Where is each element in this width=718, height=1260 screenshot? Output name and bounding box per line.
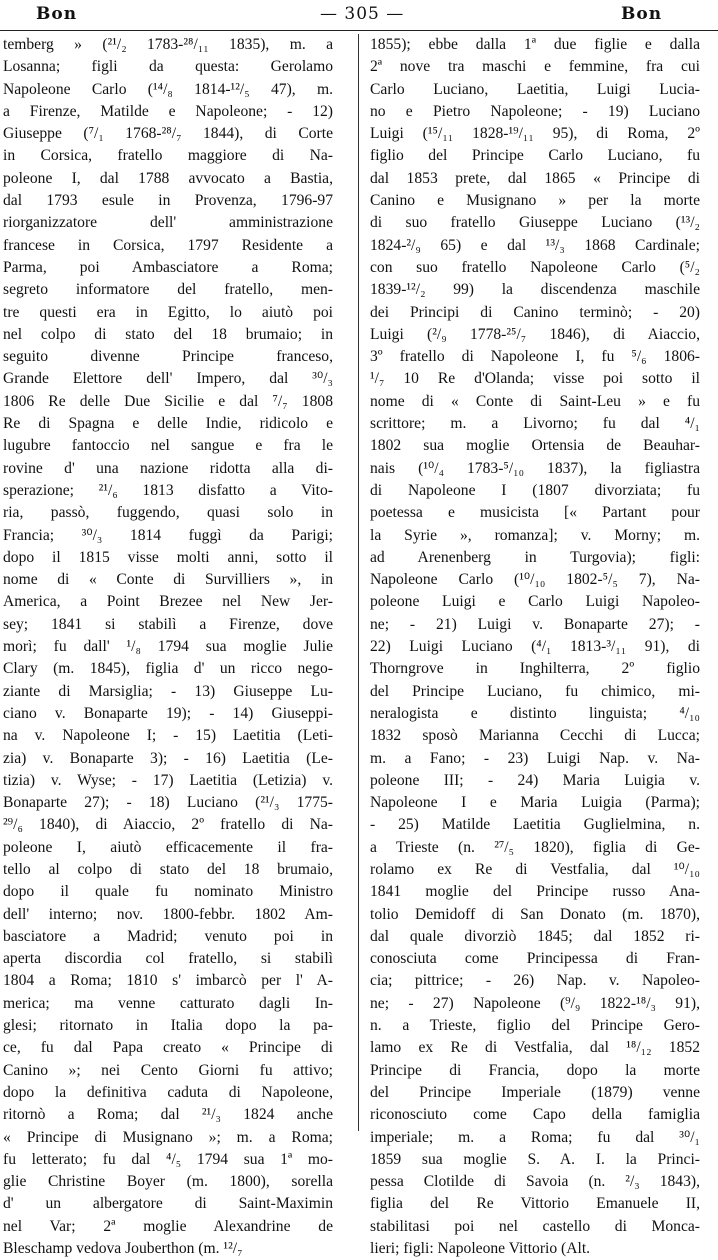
text-line: segreto informatore del fratello, men- <box>3 281 333 299</box>
text-line: Bleschamp vedova Jouberthon (m. ¹²/₇ <box>3 1240 243 1258</box>
text-line: tizia) v. Wyse; - 17) Laetitia (Letizia) v. <box>3 771 333 789</box>
text-line: ne; - 27) Napoleone (⁹/₉ 1822-¹⁸/₃ 91), <box>370 994 700 1012</box>
text-line: ria, passò, fuggendo, quasi solo in <box>3 504 333 522</box>
text-line: ce, fu dal Papa creato « Principe di <box>3 1039 333 1057</box>
text-line: 1859 sua moglie S. A. I. la Princi- <box>370 1150 700 1168</box>
text-line: figlio del Principe Carlo Luciano, fu <box>370 147 700 165</box>
text-line: ¹/₇ 10 Re d'Olanda; visse poi sotto il <box>370 370 700 388</box>
text-line: 1841 moglie del Principe russo Ana- <box>370 883 700 901</box>
text-line: sey; 1841 si stabilì a Firenze, dove <box>3 615 333 633</box>
text-line: Napoleone I e Maria Luigia (Parma); <box>370 794 700 812</box>
text-line: stabilitasi poi nel castello di Monca- <box>370 1217 700 1235</box>
text-line: neralogista e distinto linguista; ⁴/₁₀ <box>370 704 700 722</box>
text-line: 3º fratello di Napoleone I, fu ⁵/₆ 1806- <box>370 348 700 366</box>
text-line: « Principe di Musignano »; m. a Roma; <box>3 1128 333 1146</box>
text-line: dei Principi di Canino terminò; - 20) <box>370 303 700 321</box>
text-line: riconosciuto come Capo della famiglia <box>370 1106 700 1124</box>
text-line: 1824-²/₉ 65) e dal ¹³/₃ 1868 Cardinale; <box>370 236 700 254</box>
text-line: - 25) Matilde Laetitia Guglielmina, n. <box>370 816 700 834</box>
text-line: 1855); ebbe dalla 1ª due figlie e dalla <box>370 36 700 53</box>
text-line: Napoleone Carlo (¹⁴/₈ 1814-¹²/₅ 47), m. <box>3 80 333 98</box>
text-line: lamo ex Re di Vestfalia, dal ¹⁸/₁₂ 1852 <box>370 1039 700 1057</box>
text-line: Giuseppe (⁷/₁ 1768-²⁸/₇ 1844), di Corte <box>3 125 333 143</box>
text-line: dopo il 1815 visse molti anni, sotto il <box>3 548 333 566</box>
text-line: seguito divenne Principe franceso, <box>3 348 333 366</box>
text-line: francese in Corsica, 1797 Residente a <box>3 236 333 254</box>
text-line: fu letterato; fu dal ⁴/₅ 1794 sua 1ª mo- <box>3 1150 333 1168</box>
text-line: dal quale divorziò 1845; dal 1852 ri- <box>370 927 700 945</box>
text-line: rolamo ex Re di Vestfalia, dal ¹⁰/₁₀ <box>370 860 700 878</box>
running-head-right: Bon <box>621 4 663 24</box>
text-line: n. a Trieste, figlio del Principe Gero- <box>370 1017 700 1035</box>
text-line: morì; fu dall' ¹/₈ 1794 sua moglie Julie <box>3 638 333 656</box>
right-column <box>370 34 700 1258</box>
text-line: pessa Clotilde di Savoia (n. ²/₃ 1843), <box>370 1173 700 1191</box>
text-line: imperiale; m. a Roma; fu dal ³⁰/₁ <box>370 1128 700 1146</box>
text-line: 1802 sua moglie Ortensia de Beauhar- <box>370 437 700 455</box>
text-line: merica; ma venne catturato dagli In- <box>3 994 333 1012</box>
text-line: glie Christine Boyer (m. 1800), sorella <box>3 1173 333 1191</box>
text-line: lieri; figli: Napoleone Vittorio (Alt. <box>370 1240 591 1258</box>
text-line: Losanna; figli da questa: Gerolamo <box>3 58 333 76</box>
text-line: Grande Elettore dell' Impero, dal ³⁰/₃ <box>3 370 333 388</box>
text-line: la Syrie », romanza]; v. Morny; m. <box>370 526 700 544</box>
text-line: dal 1853 prete, dal 1865 « Principe di <box>370 169 700 187</box>
text-line: basciatore a Madrid; venuto poi in <box>3 927 333 945</box>
text-line: na v. Napoleone I; - 15) Laetitia (Leti- <box>3 727 333 745</box>
text-line: dell' interno; nov. 1800-febbr. 1802 Am- <box>3 905 333 923</box>
text-line: nel colpo di stato del 18 brumaio; in <box>3 325 333 343</box>
text-line: tolio Demidoff di San Donato (m. 1870), <box>370 905 700 923</box>
text-line: di Napoleone I (1807 divorziata; fu <box>370 481 700 499</box>
text-line: riorganizzatore dell' amministrazione <box>3 214 333 232</box>
text-line: a Trieste (n. ²⁷/₅ 1820), figlia di Ge- <box>370 838 700 856</box>
text-line: a Firenze, Matilde e Napoleone; - 12) <box>3 102 333 120</box>
text-line: 2ª nove tra maschi e femmine, fra cui <box>370 58 700 76</box>
text-line: Carlo Luciano, Laetitia, Luigi Lucia- <box>370 80 700 98</box>
running-head-left: Bon <box>36 4 78 24</box>
text-line: nome di « Conte di Saint-Leu » e fu <box>370 392 700 410</box>
text-line: Re di Spagna e delle Indie, ridicolo e <box>3 415 333 433</box>
text-line: no e Pietro Napoleone; - 19) Luciano <box>370 102 700 120</box>
text-line: poleone I, dal 1788 avvocato a Bastia, <box>3 169 333 187</box>
text-line: d' un albergatore di Saint-Maximin <box>3 1195 333 1213</box>
text-line: glesi; ritornato in Italia dopo la pa- <box>3 1017 333 1035</box>
text-line: poleone I, aiutò efficacemente il fra- <box>3 838 333 856</box>
text-line: Parma, poi Ambasciatore a Roma; <box>3 258 333 276</box>
text-line: Clary (m. 1845), figlia d' un ricco nego- <box>3 660 333 678</box>
text-line: Francia; ³⁰/₃ 1814 fuggì da Parigi; <box>3 526 333 544</box>
text-line: poetessa e musicista [« Partant pour <box>370 504 700 522</box>
text-line: temberg » (²¹/₂ 1783-²⁸/₁₁ 1835), m. a <box>3 36 333 53</box>
text-line: tello al colpo di stato del 18 brumaio, <box>3 860 333 878</box>
text-line: del Principe Luciano, fu chimico, mi- <box>370 682 700 700</box>
text-line: dopo la definitiva caduta di Napoleone, <box>3 1083 333 1101</box>
left-column <box>3 34 333 1258</box>
text-line: m. a Fano; - 23) Luigi Nap. v. Na- <box>370 749 700 767</box>
text-line: Napoleone Carlo (¹⁰/₁₀ 1802-⁵/₅ 7), Na- <box>370 571 700 589</box>
page-header <box>0 4 718 26</box>
text-line: Canino e Musignano » per la morte <box>370 192 700 210</box>
text-line: figlia del Re Vittorio Emanuele II, <box>370 1195 700 1213</box>
text-line: poleone Luigi e Carlo Luigi Napoleo- <box>370 593 700 611</box>
text-line: Thorngrove in Inghilterra, 2º figlio <box>370 660 700 678</box>
text-line: ne; - 21) Luigi v. Bonaparte 27); - <box>370 615 700 633</box>
text-line: in Corsica, fratello maggiore di Na- <box>3 147 333 165</box>
text-line: 1804 a Roma; 1810 s' imbarcò per l' A- <box>3 972 333 990</box>
text-line: poleone III; - 24) Maria Luigia v. <box>370 771 700 789</box>
text-line: cia; pittrice; - 26) Nap. v. Napoleo- <box>370 972 700 990</box>
text-line: nome di « Conte di Survilliers », in <box>3 571 333 589</box>
text-line: tre questi era in Egitto, lo aiutò poi <box>3 303 333 321</box>
text-line: nel Var; 2ª moglie Alexandrine de <box>3 1217 333 1235</box>
text-line: Luigi (²/₉ 1778-²⁵/₇ 1846), di Aiaccio, <box>370 325 700 343</box>
text-line: conosciuta come Principessa di Fran- <box>370 950 700 968</box>
text-line: dopo il quale fu nominato Ministro <box>3 883 333 901</box>
text-line: ziante di Marsiglia; - 13) Giuseppe Lu- <box>3 682 333 700</box>
text-line: 1806 Re delle Due Sicilie e dal ⁷/₇ 1808 <box>3 392 333 410</box>
text-line: aperta discordia col fratello, si stabilì <box>3 950 333 968</box>
column-divider <box>358 34 359 1131</box>
text-line: zia) v. Bonaparte 3); - 16) Laetitia (Le- <box>3 749 333 767</box>
text-line: Luigi (¹⁵/₁₁ 1828-¹⁹/₁₁ 95), di Roma, 2º <box>370 125 700 143</box>
text-line: 1832 sposò Marianna Cecchi di Lucca; <box>370 727 700 745</box>
text-line: di suo fratello Giuseppe Luciano (¹³/₂ <box>370 214 700 232</box>
text-line: sperazione; ²¹/₆ 1813 disfatto a Vito- <box>3 481 333 499</box>
text-line: lugubre fantoccio nel sangue e fra le <box>3 437 333 455</box>
text-line: dal 1793 esule in Provenza, 1796-97 <box>3 192 333 210</box>
text-line: del Principe Imperiale (1879) venne <box>370 1083 700 1101</box>
text-line: Bonaparte 27); - 18) Luciano (²¹/₃ 1775- <box>3 794 333 812</box>
text-line: Principe di Francia, dopo la morte <box>370 1061 700 1079</box>
text-line: 1839-¹²/₂ 99) la discendenza maschile <box>370 281 700 299</box>
page-number: — 305 — <box>320 4 405 24</box>
text-line: ²⁹/₆ 1840), di Aiaccio, 2º fratello di Na- <box>3 816 333 834</box>
text-line: rovine d' una nazione ridotta alla di- <box>3 459 333 477</box>
text-line: 22) Luigi Luciano (⁴/₁ 1813-³/₁₁ 91), di <box>370 638 700 656</box>
text-line: con suo fratello Napoleone Carlo (⁵/₂ <box>370 258 700 276</box>
header-rule <box>0 30 718 31</box>
text-line: Canino »; nei Cento Giorni fu attivo; <box>3 1061 333 1079</box>
text-line: ad Arenenberg in Turgovia); figli: <box>370 548 700 566</box>
text-line: ciano v. Bonaparte 19); - 14) Giuseppi- <box>3 704 333 722</box>
text-line: scrittore; m. a Livorno; fu dal ⁴/₁ <box>370 415 700 433</box>
text-line: nais (¹⁰/₄ 1783-⁵/₁₀ 1837), la figliastra <box>370 459 700 477</box>
text-line: ritornò a Roma; dal ²¹/₃ 1824 anche <box>3 1106 333 1124</box>
text-line: America, a Point Brezee nel New Jer- <box>3 593 333 611</box>
